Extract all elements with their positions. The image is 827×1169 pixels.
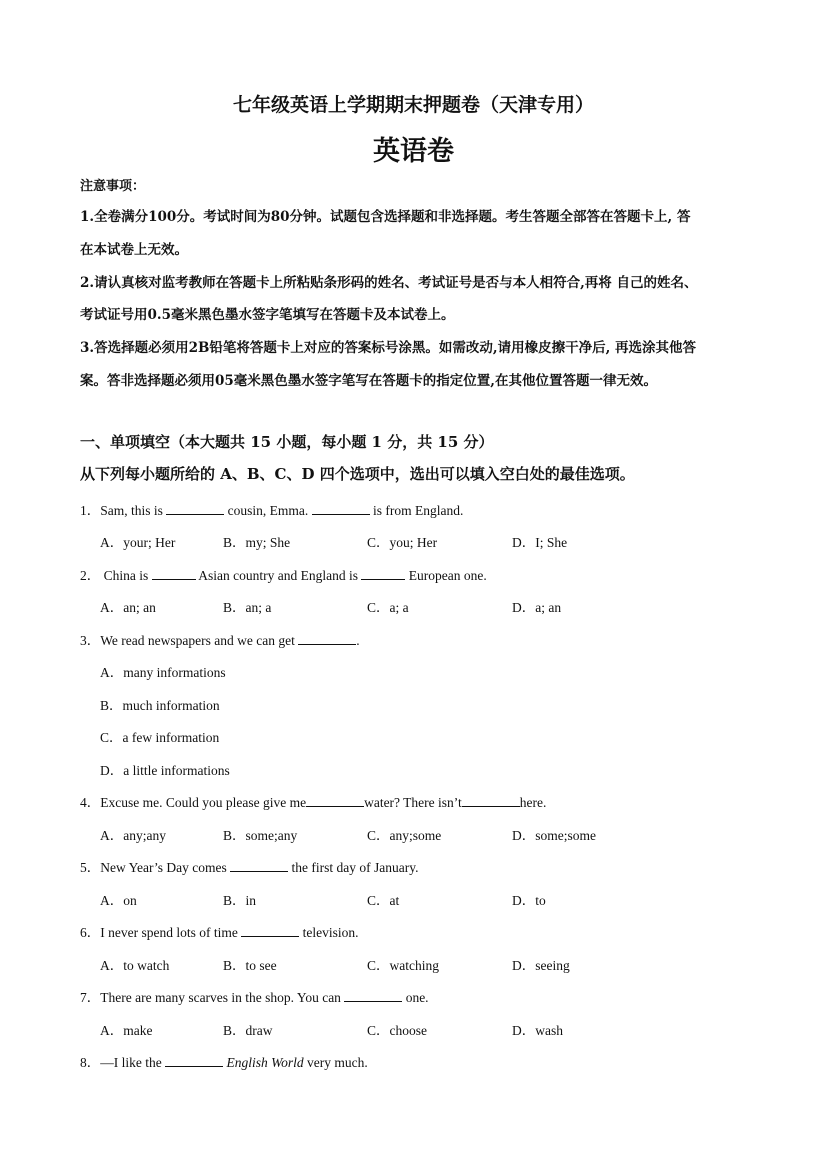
answer-blank	[166, 503, 224, 515]
answer-blank	[462, 795, 520, 807]
option-c: C．you; Her	[367, 535, 438, 550]
section-heading: 一、单项填空（本大题共 15 小题，每小题 1 分，共 15 分）	[80, 433, 494, 451]
note-line: 在本试卷上无效。	[80, 242, 188, 258]
note-line: 2.请认真核对监考教师在答题卡上所粘贴条形码的姓名、考试证号是否与本人相符合,再将 自己的姓名、	[80, 275, 698, 291]
note-line: 考试证号用0.5毫米黑色墨水签字笔填写在答题卡及本试卷上。	[80, 307, 455, 323]
exam-title: 七年级英语上学期期末押题卷（天津专用）	[232, 94, 594, 116]
section-instruction: 从下列每小题所给的 A、B、C、D 四个选项中，选出可以填入空白处的最佳选项。	[80, 465, 635, 483]
answer-blank	[241, 925, 299, 937]
option-a: A．make	[100, 1023, 153, 1038]
question-5	[80, 856, 418, 876]
option-c: C．choose	[367, 1023, 427, 1038]
answer-blank	[312, 503, 370, 515]
answer-blank	[298, 633, 356, 645]
option-b: B．some;any	[223, 828, 298, 843]
option-b: B．draw	[223, 1023, 273, 1038]
answer-blank	[152, 568, 196, 580]
option-b: B．in	[223, 893, 257, 908]
option-b: B．my; She	[223, 535, 291, 550]
option-a: A．many informations	[100, 665, 226, 680]
option-a: A．to watch	[100, 958, 170, 973]
question-text: European one.	[405, 568, 487, 583]
option-c: C．a few information	[100, 730, 220, 745]
question-text: cousin, Emma.	[224, 503, 312, 518]
option-a: A．an; an	[100, 600, 156, 615]
option-d: D．wash	[512, 1023, 563, 1038]
question-3	[80, 629, 360, 649]
option-d: D．some;some	[512, 828, 596, 843]
answer-blank	[306, 795, 364, 807]
answer-blank	[344, 990, 402, 1002]
question-4	[80, 791, 546, 811]
question-text: water? There isn’t	[364, 795, 462, 810]
question-text: Asian country and England is	[195, 568, 362, 583]
question-text: 3．We read newspapers and we can get	[80, 633, 299, 648]
question-text: very much.	[303, 1055, 368, 1070]
option-c: C．a; a	[367, 600, 409, 615]
option-a: A．on	[100, 893, 137, 908]
question-text: .	[356, 633, 360, 648]
note-line: 1.全卷满分100分。考试时间为80分钟。试题包含选择题和非选择题。考生答题全部答在答题卡上, 答	[80, 209, 691, 225]
answer-blank	[230, 860, 288, 872]
question-text: here.	[519, 795, 547, 810]
option-d: D．a; an	[512, 600, 562, 615]
note-line: 3.答选择题必须用2B铅笔将答题卡上对应的答案标号涂黑。如需改动,请用橡皮擦干净后, 再选涂其他答	[80, 340, 696, 356]
option-d: D．I; She	[512, 535, 568, 550]
option-d: D．a little informations	[100, 763, 230, 778]
answer-blank	[361, 568, 405, 580]
exam-subtitle: 英语卷	[373, 136, 454, 167]
option-c: C．any;some	[367, 828, 442, 843]
option-a: A．any;any	[100, 828, 166, 843]
book-title: English World	[226, 1055, 304, 1070]
option-b: B．to see	[223, 958, 277, 973]
option-b: B．much information	[100, 698, 220, 713]
question-1	[80, 499, 463, 519]
option-c: C．watching	[367, 958, 439, 973]
option-d: D．to	[512, 893, 546, 908]
question-text: one.	[402, 990, 429, 1005]
question-2	[80, 564, 487, 584]
note-line: 案。答非选择题必须用05毫米黑色墨水签字笔写在答题卡的指定位置,在其他位置答题一律无效。	[80, 373, 657, 389]
option-b: B．an; a	[223, 600, 272, 615]
question-text: 6．I never spend lots of time	[80, 925, 242, 940]
question-text: 7．There are many scarves in the shop. You can	[80, 990, 345, 1005]
question-text: 5．New Year’s Day comes	[80, 860, 231, 875]
question-text: 8．—I like the	[80, 1055, 166, 1070]
question-6	[80, 921, 358, 941]
option-d: D．seeing	[512, 958, 570, 973]
notes-heading: 注意事项：	[80, 179, 146, 194]
option-a: A．your; Her	[100, 535, 176, 550]
question-text: 4．Excuse me. Could you please give me	[80, 795, 307, 810]
question-7	[80, 986, 429, 1006]
question-text: television.	[299, 925, 359, 940]
question-8	[80, 1051, 368, 1071]
answer-blank	[165, 1055, 223, 1067]
question-text: 2． China is	[80, 568, 152, 583]
question-text: the first day of January.	[288, 860, 419, 875]
question-text: 1．Sam, this is	[80, 503, 167, 518]
option-c: C．at	[367, 893, 400, 908]
question-text: is from England.	[369, 503, 464, 518]
